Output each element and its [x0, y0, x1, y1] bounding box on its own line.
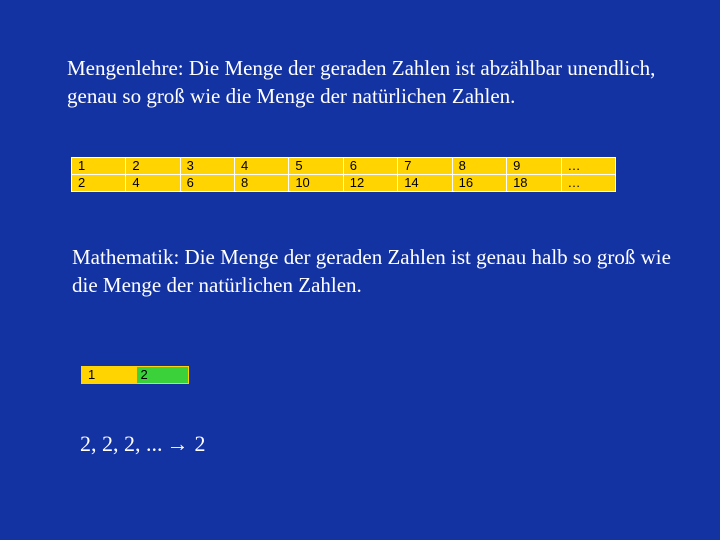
table-cell: 6 [180, 175, 234, 192]
table-cell: 1 [82, 367, 137, 384]
table-cell: 3 [180, 158, 234, 175]
table-cell: 2 [126, 158, 180, 175]
small-ratio-table [81, 366, 189, 384]
natural-even-number-table [71, 157, 616, 192]
table-cell: 1 [72, 158, 126, 175]
table-cell: 4 [126, 175, 180, 192]
table-cell: … [561, 175, 616, 192]
table-cell: 2 [72, 175, 126, 192]
intro-paragraph-mathematik: Mathematik: Die Menge der geraden Zahlen ist genau halb so groß wie die Menge der natürlichen Zahlen. [72, 245, 671, 297]
arrow-icon: → [166, 431, 189, 456]
table-cell: 6 [343, 158, 397, 175]
table-cell: 5 [289, 158, 343, 175]
table-cell: … [561, 158, 616, 175]
table-cell: 10 [289, 175, 343, 192]
table-cell: 8 [452, 158, 506, 175]
table-cell: 12 [343, 175, 397, 192]
limit-formula [80, 430, 206, 458]
highlighted-table-cell: 2 [136, 367, 189, 384]
table-cell: 18 [507, 175, 561, 192]
table-row [72, 158, 616, 175]
table-cell: 7 [398, 158, 452, 175]
table-row [72, 175, 616, 192]
table-body [72, 158, 616, 192]
table-row [82, 367, 189, 384]
formula-sequence: 2, 2, 2, ... [80, 431, 163, 456]
table-cell: 14 [398, 175, 452, 192]
table-cell: 9 [507, 158, 561, 175]
table-cell: 8 [234, 175, 288, 192]
table-cell: 4 [234, 158, 288, 175]
formula-limit: 2 [194, 431, 206, 456]
table-cell: 16 [452, 175, 506, 192]
intro-paragraph-mengenlehre: Mengenlehre: Die Menge der geraden Zahlen ist abzählbar unendlich, genau so groß wie die Menge der natürlichen Zahlen. [67, 56, 656, 108]
